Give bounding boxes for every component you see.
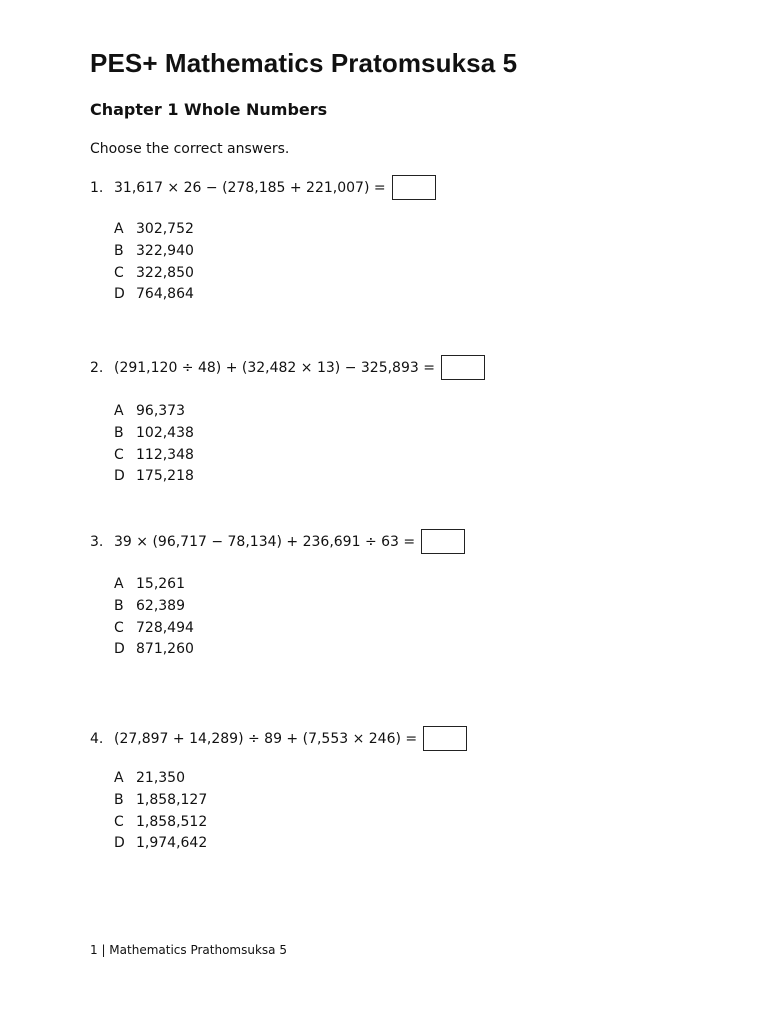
option-d[interactable] <box>114 284 194 306</box>
option-c[interactable] <box>114 812 207 834</box>
option-value: 871,260 <box>136 641 194 658</box>
option-a[interactable] <box>114 574 194 596</box>
option-d[interactable] <box>114 639 194 661</box>
option-letter: D <box>114 641 125 658</box>
option-c[interactable] <box>114 263 194 285</box>
option-letter: D <box>114 835 125 852</box>
option-b[interactable] <box>114 423 194 445</box>
answer-box[interactable] <box>441 355 485 380</box>
chapter-heading: Chapter 1 Whole Numbers <box>90 100 328 119</box>
option-a[interactable] <box>114 219 194 241</box>
option-value: 15,261 <box>136 576 185 592</box>
option-letter: D <box>114 286 125 303</box>
question-number: 4. <box>90 730 104 747</box>
page-footer: 1 | Mathematics Prathomsuksa 5 <box>90 943 287 957</box>
answer-box[interactable] <box>392 175 436 200</box>
option-letter: C <box>114 813 124 830</box>
option-d[interactable] <box>114 466 194 488</box>
option-value: 322,940 <box>136 242 194 259</box>
option-value: 62,389 <box>136 597 185 614</box>
question-expression: 39 × (96,717 − 78,134) + 236,691 ÷ 63 = <box>114 533 416 550</box>
answer-box[interactable] <box>423 726 467 751</box>
option-value: 1,858,512 <box>136 813 208 830</box>
options-list <box>114 768 207 855</box>
question-1 <box>90 175 436 200</box>
options-list <box>114 401 194 488</box>
page-title: PES+ Mathematics Pratomsuksa 5 <box>90 48 518 78</box>
option-letter: A <box>114 221 124 237</box>
question-expression: 31,617 × 26 − (278,185 + 221,007) = <box>114 179 386 196</box>
options-list <box>114 574 194 661</box>
option-letter: B <box>114 791 124 808</box>
question-4 <box>90 726 467 751</box>
option-a[interactable] <box>114 768 207 790</box>
instruction-text: Choose the correct answers. <box>90 141 290 157</box>
option-value: 112,348 <box>136 446 194 463</box>
option-value: 322,850 <box>136 264 194 281</box>
option-value: 302,752 <box>136 221 194 237</box>
option-value: 102,438 <box>136 424 194 441</box>
option-letter: A <box>114 403 124 419</box>
option-letter: A <box>114 770 124 786</box>
answer-box[interactable] <box>421 529 465 554</box>
option-letter: C <box>114 446 124 463</box>
option-letter: B <box>114 424 124 441</box>
option-letter: A <box>114 576 124 592</box>
question-number: 3. <box>90 533 104 550</box>
option-letter: C <box>114 619 124 636</box>
option-d[interactable] <box>114 833 207 855</box>
option-b[interactable] <box>114 790 207 812</box>
option-b[interactable] <box>114 241 194 263</box>
question-number: 1. <box>90 179 104 196</box>
option-letter: B <box>114 597 124 614</box>
option-value: 1,858,127 <box>136 791 208 808</box>
option-value: 175,218 <box>136 468 194 485</box>
option-letter: C <box>114 264 124 281</box>
option-letter: B <box>114 242 124 259</box>
option-letter: D <box>114 468 125 485</box>
question-2 <box>90 355 485 380</box>
question-3 <box>90 529 465 554</box>
option-value: 96,373 <box>136 403 185 419</box>
option-value: 1,974,642 <box>136 835 208 852</box>
question-number: 2. <box>90 359 104 376</box>
question-expression: (27,897 + 14,289) ÷ 89 + (7,553 × 246) = <box>114 730 418 747</box>
option-c[interactable] <box>114 445 194 467</box>
option-c[interactable] <box>114 618 194 640</box>
option-value: 764,864 <box>136 286 194 303</box>
options-list <box>114 219 194 306</box>
option-b[interactable] <box>114 596 194 618</box>
option-a[interactable] <box>114 401 194 423</box>
question-expression: (291,120 ÷ 48) + (32,482 × 13) − 325,893 = <box>114 359 435 376</box>
option-value: 728,494 <box>136 619 194 636</box>
option-value: 21,350 <box>136 770 185 786</box>
